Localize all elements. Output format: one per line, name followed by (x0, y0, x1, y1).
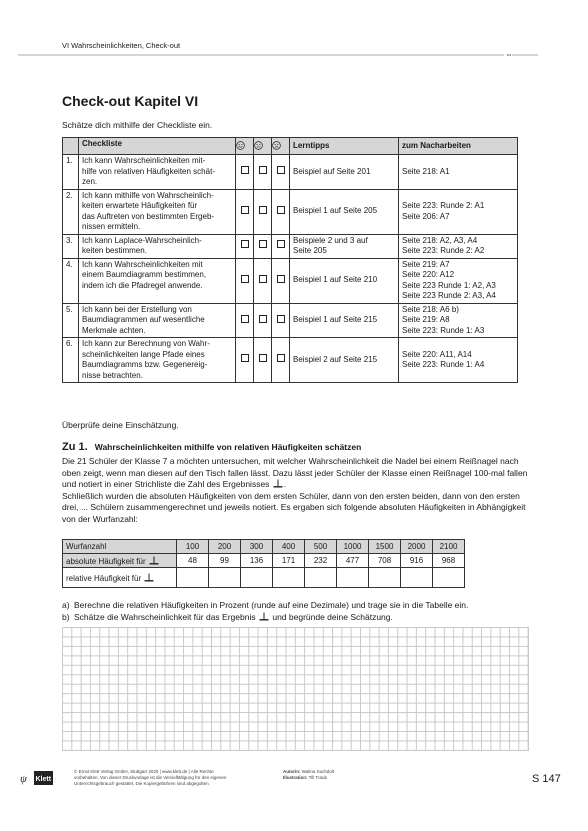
happy-face-icon (236, 138, 254, 155)
competence-text: Ich kann bei der Erstellung von Baumdiagrammen auf wesentliche Merkmale achten. (79, 303, 236, 338)
credits: Autorin: Walina Suchdolt Illustration: Till Traub (283, 769, 335, 780)
wurfanzahl-cell: 500 (305, 540, 337, 554)
learning-tip: Beispiel auf Seite 201 (290, 155, 399, 190)
svg-text:Klett: Klett (35, 776, 52, 783)
absolute-frequency-cell: 708 (369, 554, 401, 568)
row-number: 6. (63, 338, 79, 383)
relative-frequency-input[interactable] (305, 568, 337, 588)
throw-frequency-table (62, 539, 465, 588)
relative-frequency-label: relative Häufigkeit für (63, 568, 177, 588)
relative-frequency-input[interactable] (369, 568, 401, 588)
checklist-row (63, 189, 518, 234)
learning-tip: Beispiel 1 auf Seite 205 (290, 189, 399, 234)
check-prompt: Überprüfe deine Einschätzung. (62, 420, 179, 430)
review-reference: Seite 220: A11, A14 Seite 223: Runde 1: A4 (399, 338, 518, 383)
checkbox-poor[interactable] (272, 338, 290, 383)
task1-number: Zu 1. (62, 441, 88, 453)
task1-para2: Schließlich wurden die absoluten Häufigkeiten von dem ersten Schüler, dann von den ersten beiden, dann von den ersten drei, ... Schülern zusammengerechnet und jeweils notiert. Es ergaben sich folgende absoluten Häufigkeiten in Abhängigkeit von der Wurfanzahl: (62, 490, 526, 524)
competence-text: Ich kann Laplace-Wahrscheinlich- keiten bestimmen. (79, 234, 236, 258)
task1-heading (62, 441, 361, 453)
checkbox-good[interactable] (236, 155, 254, 190)
absolute-frequency-cell: 48 (177, 554, 209, 568)
task1-para1: Die 21 Schüler der Klasse 7 a möchten untersuchen, mit welcher Wahrscheinlichkeit die Nadel bei einem Reißnagel nach oben zeigt, wenn man diesen auf den Tisch fallen lässt. Dazu lässt jeder Schüler der Klasse einen Reißnagel 100-mal fallen und notiert in einer Strichliste die Zahl des Ergebnisses (62, 456, 528, 489)
learning-tip: Beispiele 2 und 3 auf Seite 205 (290, 234, 399, 258)
checklist-row (63, 258, 518, 303)
absolute-frequency-row (63, 554, 465, 568)
breadcrumb: VI Wahrscheinlichkeiten, Check-out (62, 41, 181, 50)
absolute-frequency-cell: 968 (433, 554, 465, 568)
relative-frequency-input[interactable] (401, 568, 433, 588)
thumbtack-pin-up-icon (258, 612, 270, 621)
checkbox-medium[interactable] (254, 338, 272, 383)
absolute-frequency-cell: 136 (241, 554, 273, 568)
row-number: 1. (63, 155, 79, 190)
review-reference: Seite 218: A6 b) Seite 219: A8 Seite 223: Runde 1: A3 (399, 303, 518, 338)
row-number: 2. (63, 189, 79, 234)
checkbox-medium[interactable] (254, 155, 272, 190)
checklist-table (62, 137, 518, 383)
row-number: 4. (63, 258, 79, 303)
checkbox-poor[interactable] (272, 303, 290, 338)
review-reference: Seite 218: A2, A3, A4 Seite 223: Runde 2: A2 (399, 234, 518, 258)
neutral-face-icon (254, 138, 272, 155)
checkbox-poor[interactable] (272, 189, 290, 234)
absolute-frequency-cell: 232 (305, 554, 337, 568)
relative-frequency-input[interactable] (177, 568, 209, 588)
review-reference: Seite 223: Runde 2: A1 Seite 206: A7 (399, 189, 518, 234)
checkbox-good[interactable] (236, 189, 254, 234)
page-number: S 147 (532, 773, 561, 785)
checkbox-good[interactable] (236, 234, 254, 258)
learning-tip: Beispiel 1 auf Seite 210 (290, 258, 399, 303)
task-list (62, 599, 468, 623)
absolute-frequency-cell: 916 (401, 554, 433, 568)
page-title: Check-out Kapitel VI (62, 93, 199, 109)
absolute-frequency-cell: 171 (273, 554, 305, 568)
learning-tip: Beispiel 1 auf Seite 215 (290, 303, 399, 338)
checkbox-medium[interactable] (254, 189, 272, 234)
intro-text: Schätze dich mithilfe der Checkliste ein. (62, 120, 213, 130)
klett-logo (20, 770, 54, 786)
checkbox-poor[interactable] (272, 234, 290, 258)
wurfanzahl-cell: 400 (273, 540, 305, 554)
thumbtack-pin-up-icon (143, 573, 155, 582)
lerntipps-header: Lerntipps (290, 138, 399, 155)
checklist-row (63, 303, 518, 338)
absolute-frequency-cell: 99 (209, 554, 241, 568)
relative-frequency-input[interactable] (433, 568, 465, 588)
relative-frequency-row (63, 568, 465, 588)
task-a: a) Berechne die relativen Häufigkeiten in Prozent (runde auf eine Dezimale) und trage sie in die Tabelle ein. (62, 600, 469, 610)
competence-text: Ich kann Wahrscheinlichkeiten mit einem Baumdiagramm bestimmen, indem ich die Pfadregel anwende. (79, 258, 236, 303)
wurfanzahl-cell: 1000 (337, 540, 369, 554)
thumbtack-pin-up-icon (272, 479, 284, 488)
relative-frequency-input[interactable] (337, 568, 369, 588)
wurfanzahl-label: Wurfanzahl (63, 540, 177, 554)
wurfanzahl-cell: 1500 (369, 540, 401, 554)
answer-grid[interactable] (62, 627, 529, 751)
wurfanzahl-cell: 2100 (433, 540, 465, 554)
checkbox-medium[interactable] (254, 303, 272, 338)
competence-text: Ich kann zur Berechnung von Wahr- scheinlichkeiten lange Pfade eines Baumdiagramms bzw. Gegenereig- nisse betrachten. (79, 338, 236, 383)
review-reference: Seite 219: A7 Seite 220: A12 Seite 223 Runde 1: A2, A3 Seite 223 Runde 2: A3, A4 (399, 258, 518, 303)
row-number: 3. (63, 234, 79, 258)
svg-text:ψ: ψ (20, 773, 27, 785)
checklist-number-header (63, 138, 79, 155)
task1-subheading: Wahrscheinlichkeiten mithilfe von relativen Häufigkeiten schätzen (94, 442, 362, 452)
checkbox-poor[interactable] (272, 258, 290, 303)
wurfanzahl-cell: 200 (209, 540, 241, 554)
checkbox-good[interactable] (236, 258, 254, 303)
absolute-frequency-label: absolute Häufigkeit für (63, 554, 177, 568)
relative-frequency-input[interactable] (209, 568, 241, 588)
sad-face-icon (272, 138, 290, 155)
competence-text: Ich kann Wahrscheinlichkeiten mit- hilfe von relativen Häufigkeiten schät- zen. (79, 155, 236, 190)
row-number: 5. (63, 303, 79, 338)
thumbtack-pin-up-icon (148, 556, 160, 565)
nacharbeiten-header: zum Nacharbeiten (399, 138, 518, 155)
checklist-row (63, 234, 518, 258)
checklist-row (63, 338, 518, 383)
competence-text: Ich kann mithilfe von Wahrscheinlich- keiten erwartete Häufigkeiten für das Auftreten von bestimmten Ergeb- nissen ermitteln. (79, 189, 236, 234)
checkbox-good[interactable] (236, 303, 254, 338)
relative-frequency-input[interactable] (241, 568, 273, 588)
header-rule (18, 54, 538, 56)
task-b: b) Schätze die Wahrscheinlichkeit für das Ergebnis und begründe deine Schätzung. (62, 612, 393, 622)
review-reference: Seite 218: A1 (399, 155, 518, 190)
task1-description: Die 21 Schüler der Klasse 7 a möchten untersuchen, mit welcher Wahrscheinlichkeit die Nadel bei einem Reißnagel nach oben zeigt, wenn man diesen auf den Tisch fallen lässt. Dazu lässt jeder Schüler der Klasse einen Reißnagel 100-mal fallen und notiert in einer Strichliste die Zahl des Ergebnisses . Schließlich wurden die absoluten Häufigkeiten von dem ersten Schüler, dann von den ersten beiden, dann von den ersten drei, ... Schülern zusammengerechnet und jeweils notiert. Es ergaben sich folgende absoluten Häufigkeiten in Abhängigkeit von der Wurfanzahl: (62, 456, 528, 524)
checkbox-medium[interactable] (254, 258, 272, 303)
wurfanzahl-cell: 100 (177, 540, 209, 554)
wurfanzahl-cell: 300 (241, 540, 273, 554)
relative-frequency-input[interactable] (273, 568, 305, 588)
copyright-notice: © Ernst Klett Verlag GmbH, Stuttgart 2020 | www.klett.de | Alle Rechte vorbehalten. Von dieser Druckvorlage ist die Vervielfältigung für den eigenen Unterrichtsgebrauch gestattet. Die Kopiergebühren sind abgegolten. (74, 769, 227, 786)
absolute-frequency-cell: 477 (337, 554, 369, 568)
checkbox-good[interactable] (236, 338, 254, 383)
checkbox-medium[interactable] (254, 234, 272, 258)
checklist-header: Checkliste (79, 138, 236, 155)
learning-tip: Beispiel 2 auf Seite 215 (290, 338, 399, 383)
checkbox-poor[interactable] (272, 155, 290, 190)
checklist-row (63, 155, 518, 190)
wurfanzahl-cell: 2000 (401, 540, 433, 554)
wurfanzahl-row (63, 540, 465, 554)
